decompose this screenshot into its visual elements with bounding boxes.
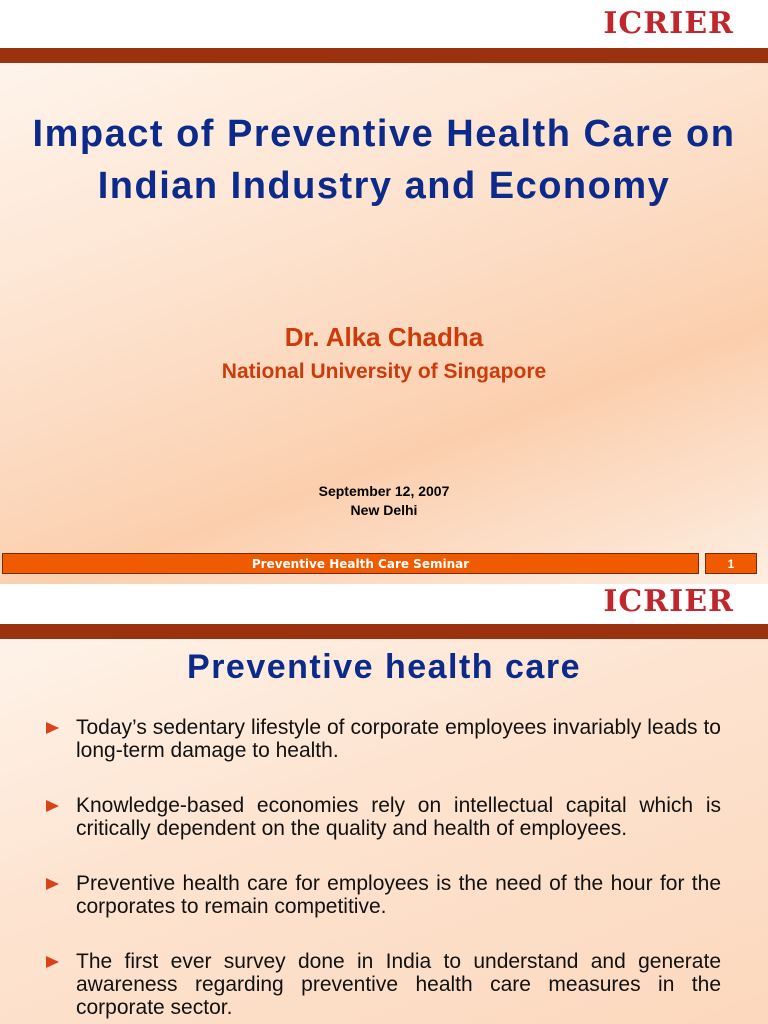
author-name: Dr. Alka Chadha <box>284 322 484 352</box>
triangle-right-icon <box>46 956 59 968</box>
presentation-location: New Delhi <box>350 502 418 518</box>
triangle-right-icon <box>46 800 59 812</box>
triangle-right-icon <box>46 722 59 734</box>
slide-footer <box>2 553 699 574</box>
slide-title: Impact of Preventive Health Care on Indian Industry and Economy <box>32 113 736 207</box>
slide-2 <box>0 584 768 1024</box>
icrier-logo: ICRIER <box>603 584 734 619</box>
icrier-logo: ICRIER <box>603 6 734 41</box>
bullet-text: Preventive health care for employees is the need of the hour for the corporates to remain competitive. <box>76 872 721 918</box>
header-divider <box>0 48 768 63</box>
triangle-right-icon <box>46 878 59 890</box>
bullet-text: Knowledge-based economies rely on intellectual capital which is critically dependent on the quality and health of employees. <box>76 794 721 840</box>
presentation-date: September 12, 2007 <box>318 483 450 499</box>
slide-header <box>0 584 768 624</box>
footer-text: Preventive Health Care Seminar <box>251 557 470 571</box>
header-divider <box>0 624 768 639</box>
page-number: 1 <box>705 553 757 574</box>
slide-header <box>0 0 768 48</box>
bullet-text: Today’s sedentary lifestyle of corporate employees invariably leads to long-term damage to health. <box>76 716 721 762</box>
author-affiliation: National University of Singapore <box>221 360 547 383</box>
slide-heading: Preventive health care <box>187 648 581 686</box>
date-location <box>0 482 768 520</box>
bullet-text: The first ever survey done in India to understand and generate awareness regarding preventive health care measures in the corporate sector. <box>76 950 721 1019</box>
